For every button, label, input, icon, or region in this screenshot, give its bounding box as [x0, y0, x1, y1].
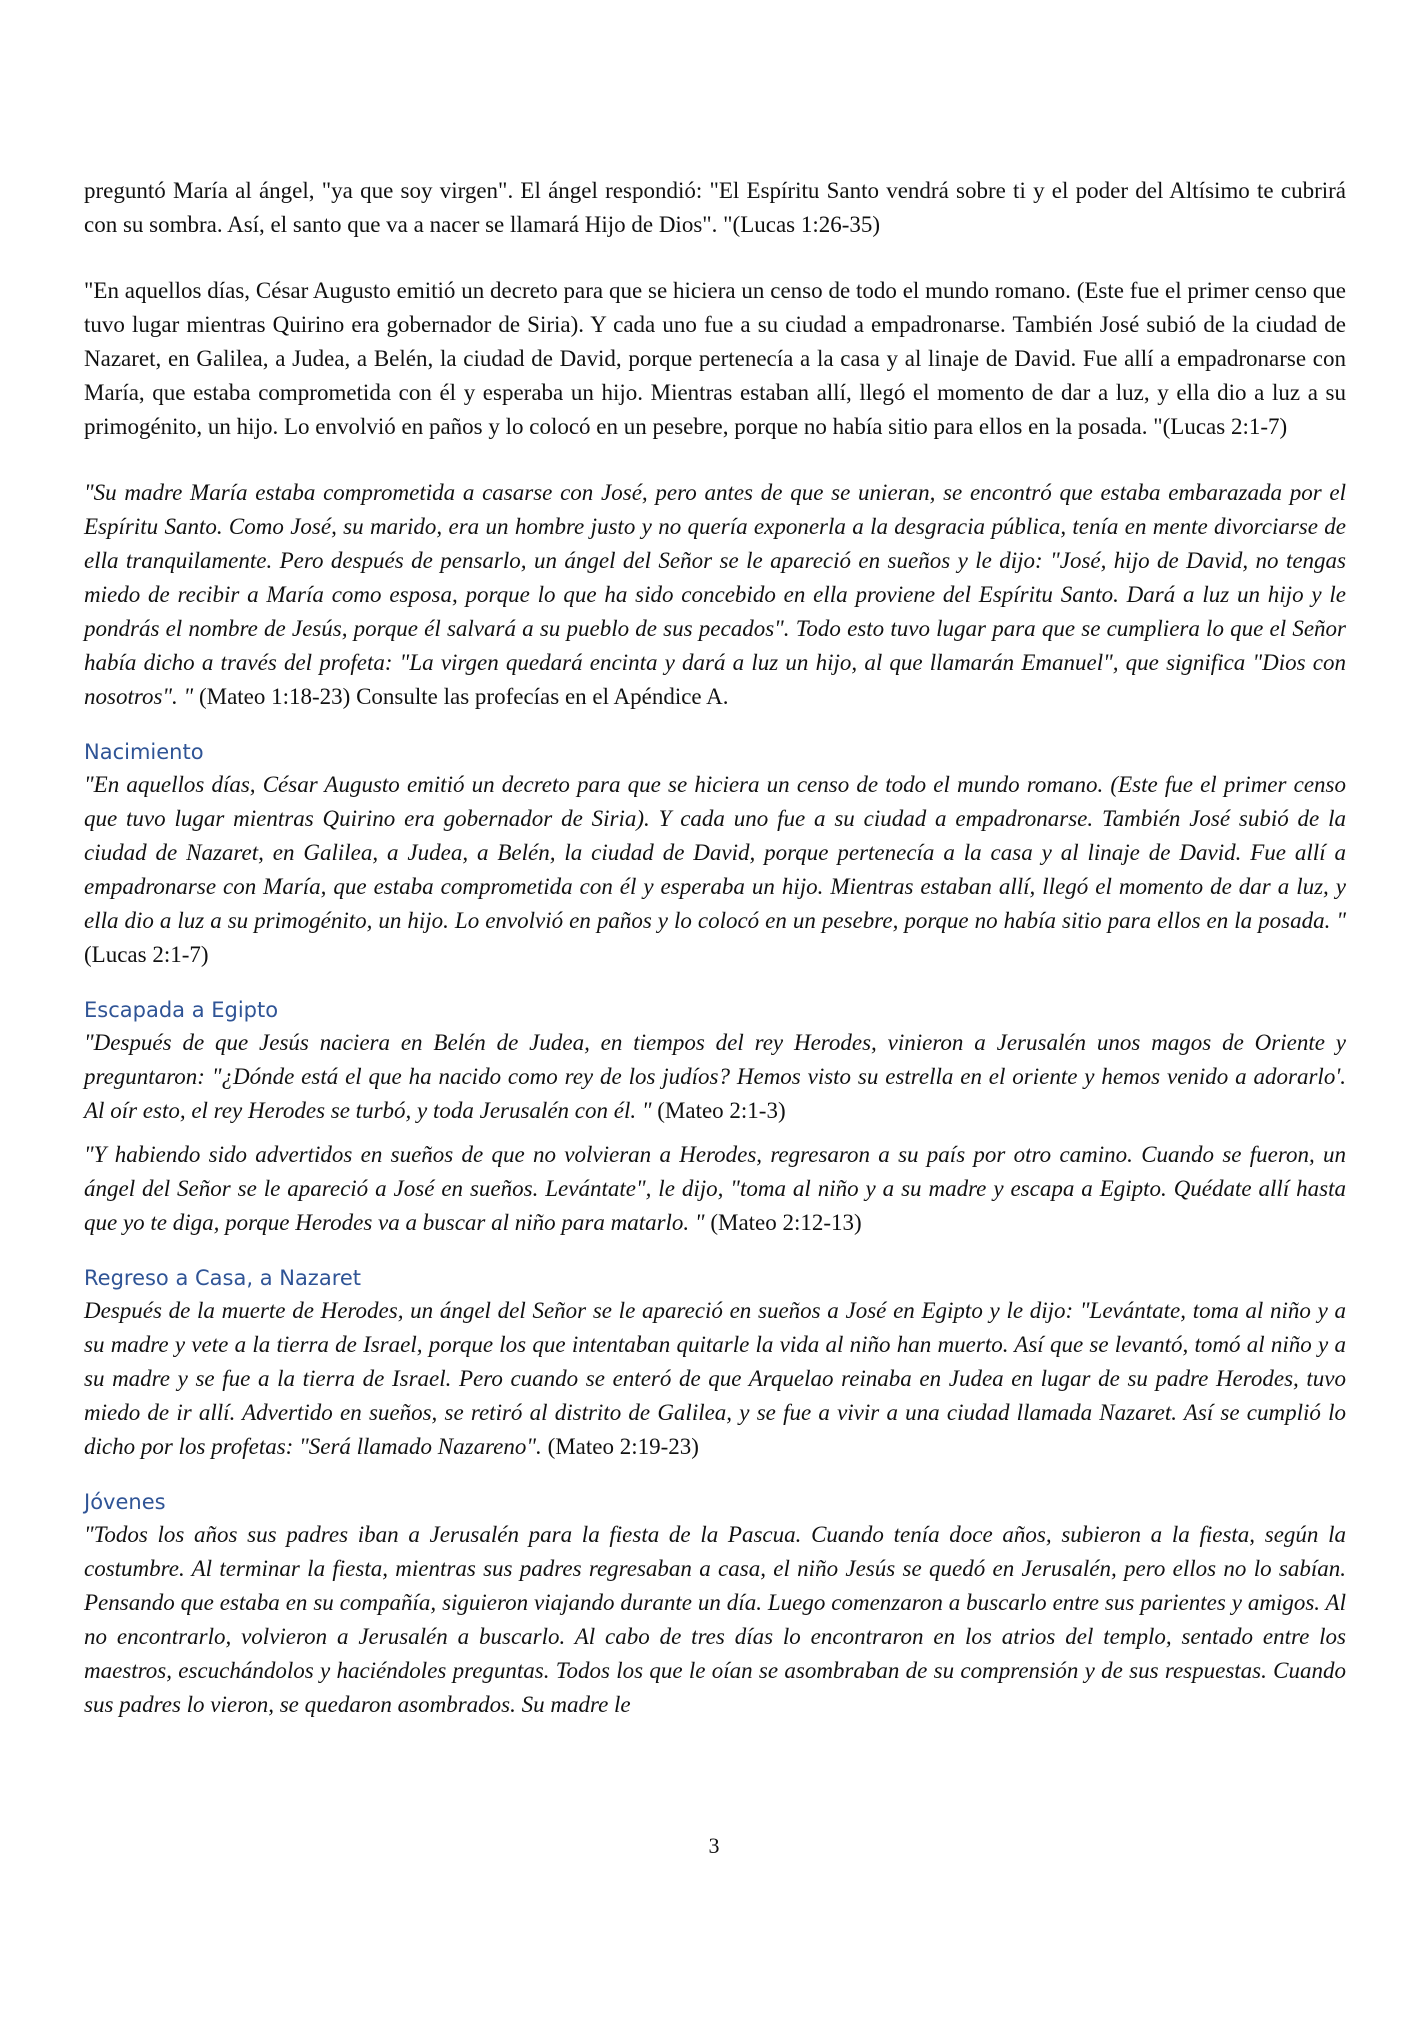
- nacimiento-quote: "En aquellos días, César Augusto emitió un decreto para que se hiciera un censo de todo el mundo romano. (Este fue el primer censo que tuvo lugar mientras Quirino era gobernador de Siria). Y cada uno fue a su ciudad a empadronarse. También José subió de la ciudad de Nazaret, en Galilea, a Judea, a Belén, la ciudad de David, porque pertenecía a la casa y al linaje de David. Fue allí a empadronarse con María, que estaba comprometida con él y esperaba un hijo. Mientras estaban allí, llegó el momento de dar a luz, y ella dio a luz a su primogénito, un hijo. Lo envolvió en paños y lo colocó en un pesebre, porque no había sitio para ellos en la posada. ": [84, 772, 1346, 933]
- mateo-1-reference: (Mateo 1:18-23) Consulte las profecías en el Apéndice A.: [193, 684, 729, 709]
- census-paragraph: "En aquellos días, César Augusto emitió un decreto para que se hiciera un censo de todo el mundo romano. (Este fue el primer censo que tuvo lugar mientras Quirino era gobernador de Siria). Y cada uno fue a su ciudad a empadronarse. También José subió de la ciudad de Nazaret, en Galilea, a Judea, a Belén, la ciudad de David, porque pertenecía a la casa y al linaje de David. Fue allí a empadronarse con María, que estaba comprometida con él y esperaba un hijo. Mientras estaban allí, llegó el momento de dar a luz, y ella dio a luz a su primogénito, un hijo. Lo envolvió en paños y lo colocó en un pesebre, porque no había sitio para ellos en la posada. "(Lucas 2:1-7): [84, 278, 1346, 439]
- escapada-paragraph-1: [84, 1026, 1346, 1128]
- escapada-reference-2: (Mateo 2:12-13): [704, 1210, 862, 1235]
- mateo-1-paragraph: [84, 476, 1346, 714]
- regreso-reference: (Mateo 2:19-23): [541, 1434, 699, 1459]
- page-number: 3: [708, 1833, 720, 1858]
- escapada-paragraph-2: [84, 1138, 1346, 1240]
- section-heading-jovenes: Jóvenes: [84, 1490, 166, 1514]
- document-page: [84, 174, 1346, 1722]
- section-heading-escapada-a-egipto: Escapada a Egipto: [84, 998, 279, 1022]
- regreso-quote: Después de la muerte de Herodes, un ángel del Señor se le apareció en sueños a José en Egipto y le dijo: "Levántate, toma al niño y a su madre y vete a la tierra de Israel, porque los que intentaban quitarle la vida al niño han muerto. Así que se levantó, tomó al niño y a su madre y se fue a la tierra de Israel. Pero cuando se enteró de que Arquelao reinaba en Judea en lugar de su padre Herodes, tuvo miedo de ir allí. Advertido en sueños, se retiró al distrito de Galilea, y se fue a vivir a una ciudad llamada Nazaret. Así se cumplió lo dicho por los profetas: "Será llamado Nazareno".: [84, 1298, 1346, 1459]
- jovenes-quote: "Todos los años sus padres iban a Jerusalén para la fiesta de la Pascua. Cuando tenía doce años, subieron a la fiesta, según la costumbre. Al terminar la fiesta, mientras sus padres regresaban a casa, el niño Jesús se quedó en Jerusalén, pero ellos no lo sabían. Pensando que estaba en su compañía, siguieron viajando durante un día. Luego comenzaron a buscarlo entre sus parientes y amigos. Al no encontrarlo, volvieron a Jerusalén a buscarlo. Al cabo de tres días lo encontraron en los atrios del templo, sentado entre los maestros, escuchándolos y haciéndoles preguntas. Todos los que le oían se asombraban de su comprensión y de sus respuestas. Cuando sus padres lo vieron, se quedaron asombrados. Su madre le: [84, 1522, 1346, 1717]
- jovenes-paragraph: [84, 1518, 1346, 1722]
- escapada-quote-2: "Y habiendo sido advertidos en sueños de que no volvieran a Herodes, regresaron a su país por otro camino. Cuando se fueron, un ángel del Señor se le apareció a José en sueños. Levántate", le dijo, "toma al niño y a su madre y escapa a Egipto. Quédate allí hasta que yo te diga, porque Herodes va a buscar al niño para matarlo. ": [84, 1142, 1346, 1235]
- escapada-reference-1: (Mateo 2:1-3): [651, 1098, 786, 1123]
- nacimiento-paragraph: [84, 768, 1346, 972]
- section-heading-regreso-a-casa: Regreso a Casa, a Nazaret: [84, 1266, 362, 1290]
- nacimiento-reference: (Lucas 2:1-7): [84, 942, 209, 967]
- mateo-1-quote: "Su madre María estaba comprometida a casarse con José, pero antes de que se unieran, se encontró que estaba embarazada por el Espíritu Santo. Como José, su marido, era un hombre justo y no quería exponerla a la desgracia pública, tenía en mente divorciarse de ella tranquilamente. Pero después de pensarlo, un ángel del Señor se le apareció en sueños y le dijo: "José, hijo de David, no tengas miedo de recibir a María como esposa, porque lo que ha sido concebido en ella proviene del Espíritu Santo. Dará a luz un hijo y le pondrás el nombre de Jesús, porque él salvará a su pueblo de sus pecados". Todo esto tuvo lugar para que se cumpliera lo que el Señor había dicho a través del profeta: "La virgen quedará encinta y dará a luz un hijo, al que llamarán Emanuel", que significa "Dios con nosotros". ": [84, 480, 1346, 709]
- intro-paragraph: preguntó María al ángel, "ya que soy virgen". El ángel respondió: "El Espíritu Santo vendrá sobre ti y el poder del Altísimo te cubrirá con su sombra. Así, el santo que va a nacer se llamará Hijo de Dios". "(Lucas 1:26-35): [84, 178, 1346, 237]
- regreso-paragraph: [84, 1294, 1346, 1464]
- section-heading-nacimiento: Nacimiento: [84, 740, 204, 764]
- escapada-quote-1: "Después de que Jesús naciera en Belén de Judea, en tiempos del rey Herodes, vinieron a Jerusalén unos magos de Oriente y preguntaron: "¿Dónde está el que ha nacido como rey de los judíos? Hemos visto su estrella en el oriente y hemos venido a adorarlo'. Al oír esto, el rey Herodes se turbó, y toda Jerusalén con él. ": [84, 1030, 1346, 1123]
